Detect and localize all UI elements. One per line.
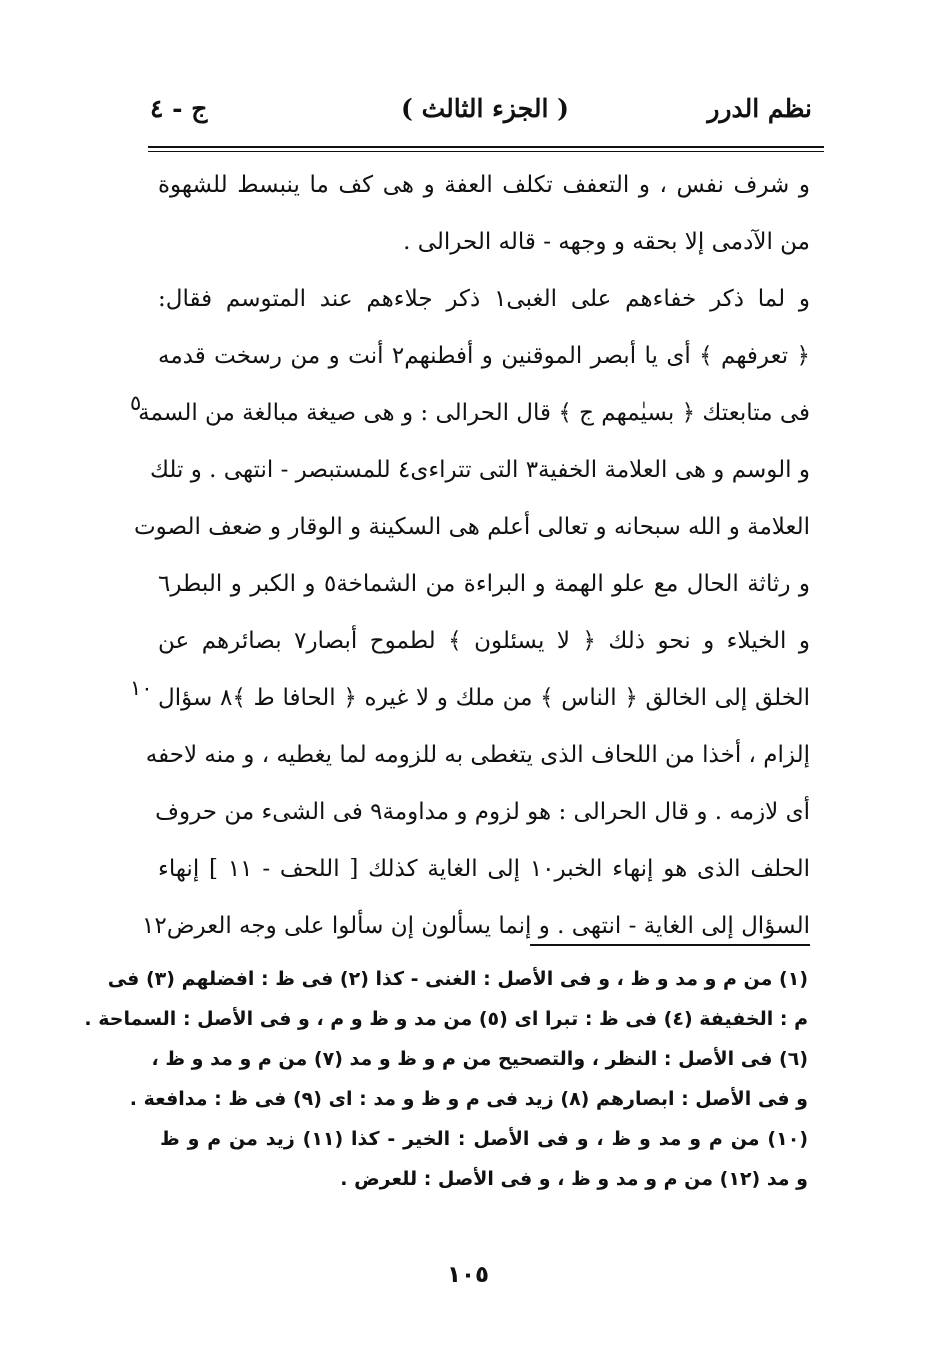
main-text — [133, 160, 811, 958]
footnote-line: و فى الأصل : ابصارهم (٨) زيد فى م و ظ و مد : اى (٩) فى ظ : مدافعة . — [129, 1088, 808, 1110]
text-line: إلزام ، أخذا من اللحاف الذى يتغطى به للزومه لما يغطيه ، و منه لاحفه — [145, 742, 810, 768]
footnote-line: (١) من م و مد و ظ ، و فى الأصل : الغنى - كذا (٢) فى ظ : افضلهم (٣) فى — [107, 968, 808, 990]
footnotes — [84, 960, 808, 1200]
text-line: الخلق إلى الخالق ﴿ الناس ﴾ من ملك و لا غيره ﴿ الحافا ط ﴾٨ سؤال — [158, 685, 810, 711]
footnote-rule — [530, 944, 810, 946]
text-line: و الخيلاء و نحو ذلك ﴿ لا يسئلون ﴾ لطموح أبصار٧ بصائرهم عن — [158, 628, 810, 654]
header-rule-thin — [148, 151, 824, 152]
text-line: فى متابعتك ﴿ بسيٰمهم ج ﴾ قال الحرالى : و هى صيغة مبالغة من السمة — [138, 400, 810, 426]
text-line: العلامة و الله سبحانه و تعالى أعلم هى السكينة و الوقار و ضعف الصوت — [133, 514, 810, 540]
book-title: نظم الدرر — [707, 94, 812, 123]
text-line: و رثاثة الحال مع علو الهمة و البراءة من الشماخة٥ و الكبر و البطر٦ — [158, 571, 811, 597]
part-title: ( الجزء الثالث ) — [401, 94, 569, 123]
line-number-5: ٥ — [130, 391, 142, 415]
header-rule — [148, 146, 824, 148]
text-line: الحلف الذى هو إنهاء الخبر١٠ إلى الغاية كذلك [ اللحف - ١١ ] إنهاء — [158, 856, 810, 882]
footnote-line: و مد (١٢) من م و مد و ظ ، و فى الأصل : للعرض . — [340, 1168, 808, 1190]
text-line: السؤال إلى الغاية - انتهى . و إنما يسألون إن سألوا على وجه العرض١٢ — [142, 913, 810, 939]
text-line: و شرف نفس ، و التعفف تكلف العفة و هى كف ما ينبسط للشهوة — [158, 172, 810, 198]
line-number-10: ١٠ — [130, 676, 153, 700]
text-line: و الوسم و هى العلامة الخفية٣ التى تتراءى٤ للمستبصر - انتهى . و تلك — [150, 457, 810, 483]
footnote-line: م : الخفيفة (٤) فى ظ : تبرا اى (٥) من مد و ظ و م ، و فى الأصل : السماحة . — [84, 1008, 808, 1030]
text-line: أى لازمه . و قال الحرالى : هو لزوم و مداومة٩ فى الشىء من حروف — [155, 799, 810, 825]
running-header — [150, 88, 820, 136]
text-line: و لما ذكر خفاءهم على الغبى١ ذكر جلاءهم عند المتوسم فقال: — [158, 286, 810, 312]
volume-label: ج - ٤ — [150, 94, 208, 123]
footnote-line: (١٠) من م و مد و ظ ، و فى الأصل : الخير - كذا (١١) زيد من م و ظ — [160, 1128, 808, 1150]
footnote-line: (٦) فى الأصل : النظر ، والتصحيح من م و ظ و مد (٧) من م و مد و ظ ، — [151, 1048, 808, 1070]
page-number: ١٠٥ — [446, 1262, 490, 1288]
text-line: من الآدمى إلا بحقه و وجهه - قاله الحرالى . — [403, 229, 810, 255]
text-line: ﴿ تعرفهم ﴾ أى يا أبصر الموقنين و أفطنهم٢ أنت و من رسخت قدمه — [158, 343, 810, 369]
